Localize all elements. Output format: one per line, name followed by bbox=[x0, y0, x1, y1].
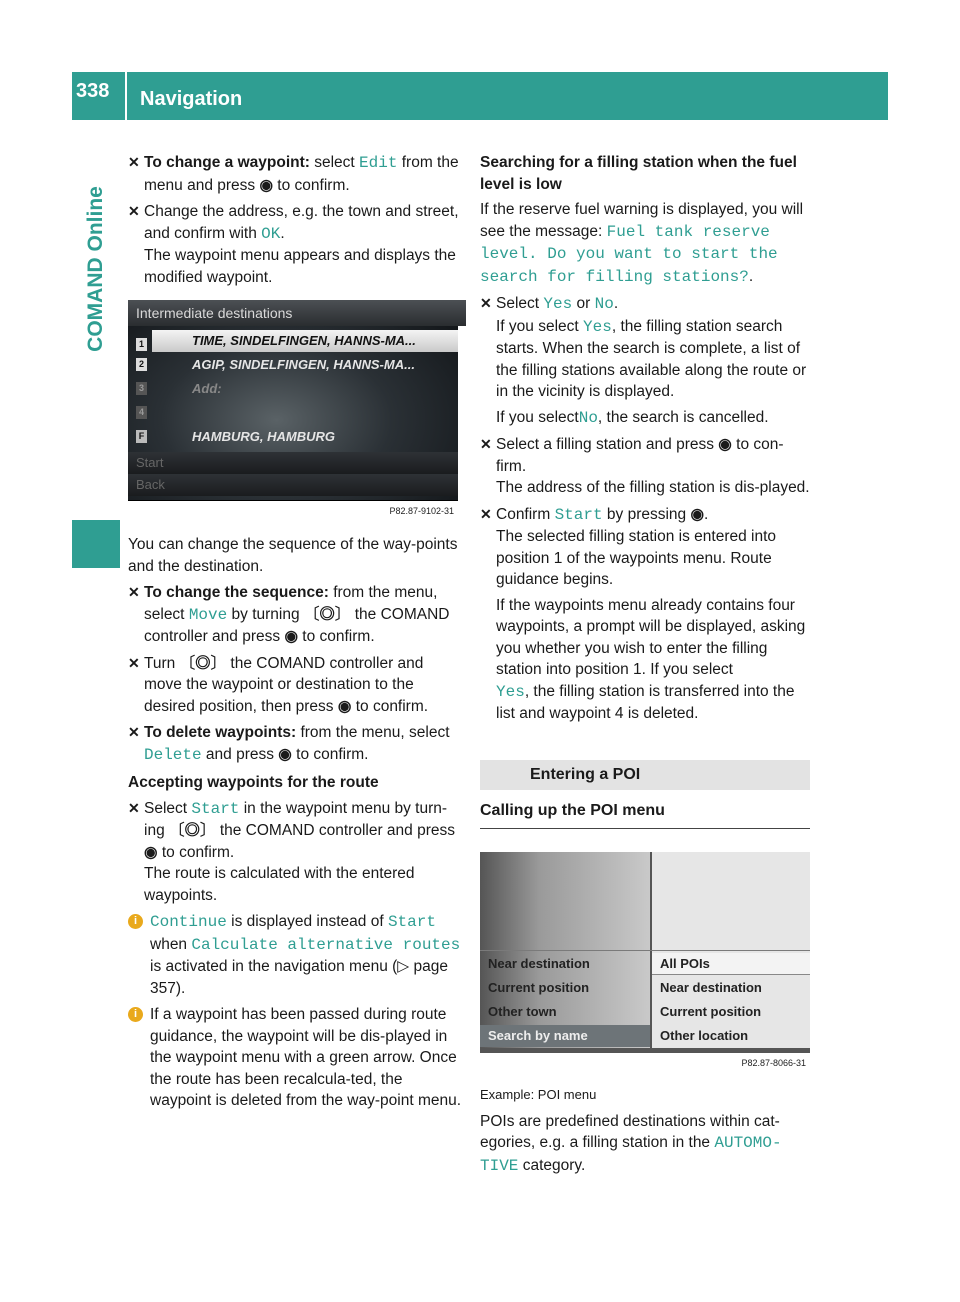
step-arrow-icon: ✕ bbox=[480, 295, 492, 311]
poi-right-item: Other location bbox=[660, 1028, 749, 1043]
step-arrow-icon: ✕ bbox=[128, 654, 140, 671]
press-controller-icon: ◉ bbox=[278, 745, 292, 763]
info-note-passed-waypoint: i If a waypoint has been passed during route guidance, the waypoint will be dis-played in the waypoint menu with a green arrow. Once the route has been recalcula-ted, the waypoint is deleted from the way-point menu. bbox=[128, 1004, 463, 1112]
waypoint-row-add: 3 Add: bbox=[136, 378, 458, 400]
step-arrow-icon: ✕ bbox=[128, 203, 140, 219]
step-select-filling-station: ✕ Select a filling station and press ◉ to con-firm. The address of the filling station is dis-played. bbox=[480, 436, 810, 496]
press-controller-icon: ◉ bbox=[284, 628, 298, 645]
waypoint-menu-screenshot bbox=[128, 300, 458, 521]
destination-row: F HAMBURG, HAMBURG bbox=[136, 426, 458, 448]
poi-menu-screenshot bbox=[480, 852, 810, 1073]
step-arrow-icon: ✕ bbox=[480, 436, 492, 452]
image-reference: P82.87-9102-31 bbox=[128, 501, 458, 521]
subheading-poi-menu: Calling up the POI menu bbox=[480, 800, 810, 829]
info-note-continue: i Continue is displayed instead of Start when Calculate alternative routes is activated in the navigation menu (▷ page 357). bbox=[128, 911, 463, 999]
figure-caption: Example: POI menu bbox=[480, 1087, 597, 1102]
step-arrow-icon: ✕ bbox=[128, 724, 140, 740]
page-title: Navigation bbox=[140, 88, 243, 110]
image-reference: P82.87-8066-31 bbox=[480, 1053, 810, 1073]
step-arrow-icon: ✕ bbox=[480, 505, 492, 522]
waypoint-row-1: TIME, SINDELFINGEN, HANNS-MA... bbox=[152, 330, 458, 352]
poi-left-item: Other town bbox=[488, 1004, 557, 1019]
step-change-waypoint: ✕ To change a waypoint: select Edit from the menu and press ◉ to confirm. bbox=[128, 154, 459, 194]
step-change-address: ✕ Change the address, e.g. the town and street, and confirm with OK. The waypoint menu appears and displays the modified waypoint. bbox=[128, 203, 459, 286]
step-delete-waypoints: ✕ To delete waypoints: from the menu, select Delete and press ◉ to confirm. bbox=[128, 724, 450, 764]
right-column bbox=[480, 152, 812, 730]
waypoint-row-2: 2 AGIP, SINDELFINGEN, HANNS-MA... bbox=[136, 354, 458, 376]
poi-right-item: Current position bbox=[660, 1004, 762, 1019]
left-column-lower bbox=[128, 534, 463, 1117]
step-arrow-icon: ✕ bbox=[128, 799, 140, 816]
side-label-text: COMAND Online bbox=[84, 186, 107, 352]
step-turn: ✕ Turn 〔◎〕 the COMAND controller and move the waypoint or destination to the desired position, then press ◉ to confirm. bbox=[128, 654, 429, 715]
step-change-sequence: ✕ To change the sequence: from the menu, select Move by turning 〔◎〕 the COMAND controller and press ◉ to confirm. bbox=[128, 584, 450, 645]
press-controller-icon: ◉ bbox=[718, 436, 732, 453]
header-divider bbox=[125, 72, 127, 120]
left-column bbox=[128, 152, 463, 293]
poi-left-item: Current position bbox=[488, 980, 590, 995]
side-section-label bbox=[72, 124, 120, 414]
poi-text bbox=[480, 1084, 812, 1182]
step-confirm-start: ✕ Confirm Start by pressing ◉. The selected filling station is entered into position 1 of the waypoints menu. Route guidance begins. If the waypoints menu already contains four waypoints, a prompt will be displayed, asking you whether you wish to enter the filling station into position 1. If you selectYes, the filling station is transferred into the list and waypoint 4 is deleted. bbox=[480, 505, 806, 722]
page-number: 338 bbox=[76, 80, 110, 102]
screen-title: Intermediate destinations bbox=[128, 300, 466, 326]
section-heading-poi: Entering a POI bbox=[480, 760, 810, 790]
info-icon: i bbox=[128, 914, 143, 929]
info-icon: i bbox=[128, 1007, 143, 1022]
press-controller-icon: ◉ bbox=[259, 176, 273, 194]
press-controller-icon: ◉ bbox=[337, 697, 352, 715]
side-marker bbox=[72, 520, 120, 568]
poi-divider bbox=[480, 950, 810, 951]
paragraph-reserve-warning: If the reserve fuel warning is displayed, you will see the message: Fuel tank reserve level. Do you want to start the search for filling stations?. bbox=[480, 201, 804, 286]
paragraph-sequence: You can change the sequence of the way-points and the destination. bbox=[128, 536, 458, 575]
turn-controller-icon: 〔◎〕 bbox=[303, 605, 351, 623]
waypoint-num-1: 1 bbox=[136, 334, 458, 356]
poi-right-item: Near destination bbox=[660, 980, 762, 995]
poi-left-item-selected: Search by name bbox=[480, 1025, 650, 1047]
press-controller-icon: ◉ bbox=[690, 505, 705, 523]
step-arrow-icon: ✕ bbox=[128, 154, 140, 170]
turn-controller-icon: 〔◎〕 bbox=[169, 822, 216, 839]
page-ref-icon: ▷ bbox=[397, 958, 414, 975]
heading-filling-station: Searching for a filling station when the fuel level is low bbox=[480, 154, 797, 193]
back-option: Back bbox=[128, 474, 458, 496]
poi-right-item-selected: All POIs bbox=[652, 953, 810, 975]
waypoint-row-4: 4 bbox=[136, 402, 458, 424]
start-option: Start bbox=[128, 452, 458, 474]
turn-controller-icon: 〔◎〕 bbox=[179, 654, 227, 672]
poi-left-item: Near destination bbox=[488, 956, 590, 971]
paragraph-poi: POIs are predefined destinations within cat-egories, e.g. a filling station in the AUTOMO‐ TIVE category. bbox=[480, 1112, 782, 1175]
poi-section bbox=[480, 752, 810, 841]
step-select-start: ✕ Select Start in the waypoint menu by turn-ing 〔◎〕 the COMAND controller and press ◉ to confirm. The route is calculated with the entered waypoints. bbox=[128, 799, 455, 904]
step-arrow-icon: ✕ bbox=[128, 584, 140, 600]
press-controller-icon: ◉ bbox=[144, 843, 158, 861]
heading-accepting-waypoints: Accepting waypoints for the route bbox=[128, 774, 379, 791]
step-select-yes-no: ✕ Select Yes or No. If you select Yes, the filling station search starts. When the search is complete, a list of the filling stations available along the route or in the vicinity is displayed. If you selectNo, the search is cancelled. bbox=[480, 295, 807, 427]
